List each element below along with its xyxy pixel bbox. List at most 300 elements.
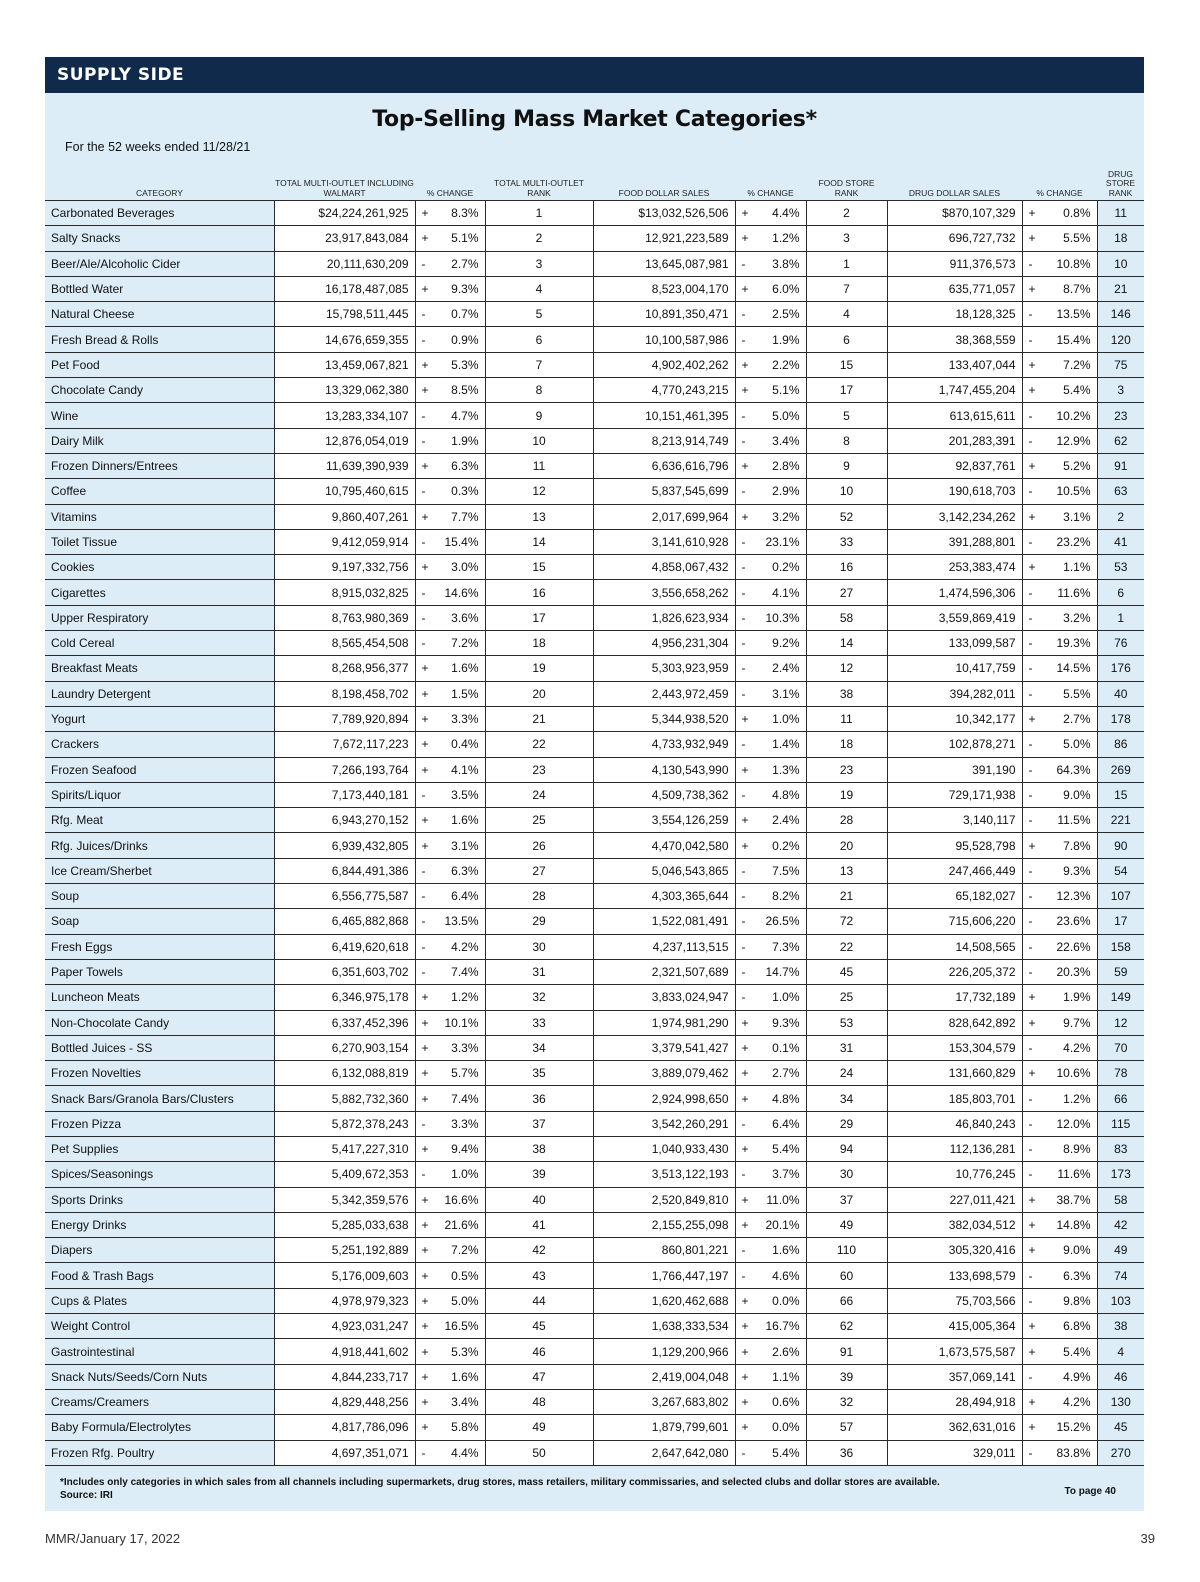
rank-cell: 28	[485, 884, 593, 909]
change-value: 0.2%	[772, 838, 800, 853]
change-cell	[1022, 1364, 1097, 1389]
change-value: 7.4%	[451, 1091, 479, 1106]
table-row	[45, 555, 1144, 580]
rank-cell: 25	[485, 808, 593, 833]
table-row	[45, 276, 1144, 301]
sales-cell: 4,237,113,515	[593, 934, 735, 959]
change-cell	[415, 1415, 485, 1440]
change-cell	[735, 985, 806, 1010]
change-value: 7.4%	[451, 965, 479, 980]
change-value: 6.3%	[451, 459, 479, 474]
change-sign: -	[1028, 813, 1033, 828]
change-value: 9.0%	[1063, 1243, 1091, 1258]
rank-cell: 27	[806, 580, 887, 605]
rank-cell: 6	[806, 327, 887, 352]
sales-cell: 2,647,642,080	[593, 1440, 735, 1465]
sales-cell: 6,939,432,805	[274, 833, 415, 858]
change-value: 19.3%	[1056, 636, 1091, 651]
sales-cell: 1,747,455,204	[887, 378, 1022, 403]
footnote-text: *Includes only categories in which sales from all channels including supermarkets, drug stores, mass retailers, military commissaries, and selected clubs and dollar stores are available.	[60, 1477, 940, 1488]
change-value: 6.3%	[451, 863, 479, 878]
change-sign: +	[421, 1243, 429, 1258]
change-cell	[735, 428, 806, 453]
category-cell: Snack Bars/Granola Bars/Clusters	[45, 1086, 274, 1111]
table-row	[45, 201, 1144, 226]
rank-cell: 4	[485, 276, 593, 301]
rank-cell: 75	[1097, 352, 1144, 377]
sales-cell: 14,676,659,355	[274, 327, 415, 352]
change-value: 23.1%	[765, 535, 800, 549]
change-cell	[415, 580, 485, 605]
change-sign: +	[421, 1066, 429, 1081]
sales-cell: 5,417,227,310	[274, 1136, 415, 1161]
change-value: 8.5%	[451, 383, 479, 398]
table-row	[45, 251, 1144, 276]
change-cell	[1022, 909, 1097, 934]
rank-cell: 12	[485, 479, 593, 504]
footnote	[60, 1476, 940, 1502]
sales-cell: 18,128,325	[887, 302, 1022, 327]
sales-cell: 5,409,672,353	[274, 1162, 415, 1187]
change-sign: -	[421, 863, 426, 878]
change-value: 7.2%	[451, 1243, 479, 1258]
sales-cell: 3,556,658,262	[593, 580, 735, 605]
change-sign: +	[741, 206, 749, 221]
rank-cell: 5	[806, 403, 887, 428]
rank-cell: 149	[1097, 985, 1144, 1010]
change-value: 4.2%	[1063, 1040, 1091, 1055]
sales-cell: 4,858,067,432	[593, 555, 735, 580]
change-cell	[1022, 1187, 1097, 1212]
change-sign: +	[741, 357, 749, 372]
change-cell	[735, 1086, 806, 1111]
change-value: 4.1%	[451, 762, 479, 777]
change-value: 6.4%	[451, 889, 479, 904]
change-cell	[415, 605, 485, 630]
change-cell	[1022, 858, 1097, 883]
change-value: 12.0%	[1056, 1116, 1091, 1131]
category-cell: Breakfast Meats	[45, 656, 274, 681]
rank-cell: 59	[1097, 959, 1144, 984]
rank-cell: 40	[485, 1187, 593, 1212]
change-value: 6.0%	[772, 282, 800, 297]
sales-cell: 1,673,575,587	[887, 1339, 1022, 1364]
sales-cell: 4,130,543,990	[593, 757, 735, 782]
change-sign: +	[1028, 1395, 1036, 1410]
sales-cell: 131,660,829	[887, 1061, 1022, 1086]
change-sign: +	[741, 1369, 749, 1384]
category-cell: Non-Chocolate Candy	[45, 1010, 274, 1035]
sales-cell: $24,224,261,925	[274, 201, 415, 226]
change-sign: +	[421, 560, 429, 575]
change-sign: +	[421, 282, 429, 297]
change-value: 1.2%	[1063, 1091, 1091, 1106]
category-cell: Soup	[45, 884, 274, 909]
rank-cell: 24	[806, 1061, 887, 1086]
rank-cell: 17	[485, 605, 593, 630]
change-value: 9.2%	[772, 636, 800, 651]
sales-cell: 7,173,440,181	[274, 782, 415, 807]
rank-cell: 23	[806, 757, 887, 782]
change-sign: -	[741, 889, 746, 904]
sales-cell: 10,342,177	[887, 706, 1022, 731]
rank-cell: 130	[1097, 1389, 1144, 1414]
change-sign: -	[741, 787, 746, 802]
change-value: 8.3%	[451, 206, 479, 221]
sales-cell: 8,915,032,825	[274, 580, 415, 605]
sales-cell: 715,606,220	[887, 909, 1022, 934]
table-row	[45, 858, 1144, 883]
change-cell	[415, 1263, 485, 1288]
rank-cell: 10	[806, 479, 887, 504]
change-sign: +	[421, 661, 429, 676]
rank-cell: 49	[485, 1415, 593, 1440]
rank-cell: 19	[806, 782, 887, 807]
header-food-rank: FOOD STORE RANK	[818, 178, 875, 198]
rank-cell: 63	[1097, 479, 1144, 504]
change-value: 4.2%	[1063, 1395, 1091, 1410]
sales-cell: 696,727,732	[887, 226, 1022, 251]
sales-cell: 5,303,923,959	[593, 656, 735, 681]
rank-cell: 36	[485, 1086, 593, 1111]
change-sign: +	[421, 1369, 429, 1384]
sales-cell: 1,474,596,306	[887, 580, 1022, 605]
rank-cell: 36	[806, 1440, 887, 1465]
change-sign: -	[421, 787, 426, 802]
rank-cell: 13	[806, 858, 887, 883]
sales-cell: 20,111,630,209	[274, 251, 415, 276]
sales-cell: 4,509,738,362	[593, 782, 735, 807]
change-cell	[1022, 327, 1097, 352]
sales-cell: 247,466,449	[887, 858, 1022, 883]
sales-cell: 133,099,587	[887, 631, 1022, 656]
change-sign: -	[741, 408, 746, 423]
sales-cell: 6,636,616,796	[593, 453, 735, 478]
sales-cell: 2,321,507,689	[593, 959, 735, 984]
change-cell	[1022, 884, 1097, 909]
rank-cell: 15	[806, 352, 887, 377]
change-value: 9.0%	[1063, 787, 1091, 802]
table-row	[45, 1111, 1144, 1136]
sales-cell: 4,303,365,644	[593, 884, 735, 909]
sales-cell: 92,837,761	[887, 453, 1022, 478]
sales-cell: 13,329,062,380	[274, 378, 415, 403]
rank-cell: 29	[806, 1111, 887, 1136]
change-sign: -	[421, 332, 426, 347]
change-value: 5.3%	[451, 357, 479, 372]
change-cell	[415, 959, 485, 984]
rank-cell: 16	[806, 555, 887, 580]
sales-cell: 10,417,759	[887, 656, 1022, 681]
sales-cell: 3,140,117	[887, 808, 1022, 833]
sales-cell: 613,615,611	[887, 403, 1022, 428]
change-cell	[1022, 378, 1097, 403]
rank-cell: 115	[1097, 1111, 1144, 1136]
change-value: 11.0%	[766, 1192, 800, 1207]
change-value: 7.7%	[451, 509, 479, 524]
rank-cell: 3	[1097, 378, 1144, 403]
sales-cell: 9,197,332,756	[274, 555, 415, 580]
sales-cell: 12,876,054,019	[274, 428, 415, 453]
change-cell	[735, 1415, 806, 1440]
category-cell: Crackers	[45, 732, 274, 757]
sales-cell: 860,801,221	[593, 1238, 735, 1263]
sales-cell: 153,304,579	[887, 1035, 1022, 1060]
table-row	[45, 934, 1144, 959]
table-row	[45, 1288, 1144, 1313]
change-value: 1.9%	[772, 332, 800, 347]
change-sign: +	[1028, 1420, 1036, 1435]
sales-cell: 1,620,462,688	[593, 1288, 735, 1313]
change-sign: +	[1028, 1192, 1036, 1207]
change-cell	[1022, 1136, 1097, 1161]
table-row	[45, 1212, 1144, 1237]
change-value: 3.0%	[451, 560, 479, 575]
change-value: 2.9%	[772, 484, 800, 499]
change-sign: -	[1028, 889, 1033, 904]
change-cell	[1022, 833, 1097, 858]
change-value: 2.8%	[772, 459, 800, 474]
change-value: 8.7%	[1063, 282, 1091, 297]
sales-cell: $870,107,329	[887, 201, 1022, 226]
category-cell: Natural Cheese	[45, 302, 274, 327]
category-cell: Cups & Plates	[45, 1288, 274, 1313]
change-sign: -	[1028, 737, 1033, 752]
table-row	[45, 1238, 1144, 1263]
category-cell: Dairy Milk	[45, 428, 274, 453]
change-value: 3.3%	[451, 1116, 479, 1131]
sales-cell: 201,283,391	[887, 428, 1022, 453]
sales-cell: 8,523,004,170	[593, 276, 735, 301]
table-row	[45, 327, 1144, 352]
change-sign: -	[741, 585, 746, 600]
header-multi-sales: TOTAL MULTI-OUTLET INCLUDING WALMART	[275, 178, 414, 198]
change-value: 3.2%	[1063, 610, 1091, 625]
sales-cell: 17,732,189	[887, 985, 1022, 1010]
change-value: 1.6%	[451, 1369, 479, 1384]
change-sign: -	[741, 610, 746, 625]
table-row	[45, 959, 1144, 984]
change-cell	[735, 909, 806, 934]
sales-cell: 6,351,603,702	[274, 959, 415, 984]
change-cell	[735, 251, 806, 276]
sales-cell: 391,190	[887, 757, 1022, 782]
sales-cell: 391,288,801	[887, 529, 1022, 554]
change-value: 4.4%	[772, 206, 800, 221]
table-row	[45, 1415, 1144, 1440]
category-cell: Pet Food	[45, 352, 274, 377]
change-cell	[735, 529, 806, 554]
change-value: 15.2%	[1056, 1420, 1091, 1435]
change-value: 5.2%	[1063, 459, 1091, 474]
sales-cell: 4,923,031,247	[274, 1314, 415, 1339]
sales-cell: 253,383,474	[887, 555, 1022, 580]
page-title: Top-Selling Mass Market Categories*	[372, 107, 817, 132]
change-value: 12.3%	[1056, 889, 1091, 904]
sales-cell: 911,376,573	[887, 251, 1022, 276]
change-sign: -	[1028, 914, 1033, 929]
change-sign: +	[1028, 1015, 1036, 1030]
change-value: 1.1%	[772, 1369, 800, 1384]
category-cell: Snack Nuts/Seeds/Corn Nuts	[45, 1364, 274, 1389]
change-sign: +	[741, 1040, 749, 1055]
change-sign: +	[741, 1015, 749, 1030]
sales-cell: 4,829,448,256	[274, 1389, 415, 1414]
rank-cell: 52	[806, 504, 887, 529]
change-sign: -	[1028, 433, 1033, 448]
rank-cell: 4	[806, 302, 887, 327]
change-sign: +	[1028, 383, 1036, 398]
change-cell	[415, 1212, 485, 1237]
sales-cell: 133,407,044	[887, 352, 1022, 377]
sales-cell: 46,840,243	[887, 1111, 1022, 1136]
rank-cell: 158	[1097, 934, 1144, 959]
table-row	[45, 706, 1144, 731]
change-cell	[1022, 1440, 1097, 1465]
sales-cell: 1,826,623,934	[593, 605, 735, 630]
change-value: 1.2%	[451, 990, 479, 1005]
change-cell	[415, 782, 485, 807]
rank-cell: 27	[485, 858, 593, 883]
table-row	[45, 352, 1144, 377]
sales-cell: 729,171,938	[887, 782, 1022, 807]
sales-cell: 226,205,372	[887, 959, 1022, 984]
change-sign: +	[421, 813, 429, 828]
change-cell	[415, 631, 485, 656]
sales-cell: 10,151,461,395	[593, 403, 735, 428]
sales-cell: 6,943,270,152	[274, 808, 415, 833]
change-sign: +	[741, 1420, 749, 1435]
change-cell	[1022, 453, 1097, 478]
sales-cell: 102,878,271	[887, 732, 1022, 757]
change-sign: -	[1028, 939, 1033, 954]
rank-cell: 39	[806, 1364, 887, 1389]
change-cell	[415, 1136, 485, 1161]
change-cell	[1022, 479, 1097, 504]
change-value: 5.5%	[1063, 686, 1091, 701]
change-cell	[1022, 1111, 1097, 1136]
table-row	[45, 403, 1144, 428]
change-value: 23.2%	[1056, 535, 1091, 549]
rank-cell: 23	[1097, 403, 1144, 428]
sales-cell: 10,776,245	[887, 1162, 1022, 1187]
change-value: 4.9%	[1063, 1369, 1091, 1384]
sales-cell: 3,267,683,802	[593, 1389, 735, 1414]
change-sign: -	[1028, 535, 1033, 549]
rank-cell: 43	[485, 1263, 593, 1288]
rank-cell: 146	[1097, 302, 1144, 327]
sales-cell: 7,789,920,894	[274, 706, 415, 731]
change-value: 5.0%	[451, 1293, 479, 1308]
rank-cell: 40	[1097, 681, 1144, 706]
change-cell	[735, 1364, 806, 1389]
change-cell	[415, 529, 485, 554]
sales-cell: 1,040,933,430	[593, 1136, 735, 1161]
sales-cell: 5,344,938,520	[593, 706, 735, 731]
header-drug-sales: DRUG DOLLAR SALES	[908, 187, 1001, 198]
change-cell	[415, 555, 485, 580]
rank-cell: 7	[806, 276, 887, 301]
change-value: 9.3%	[772, 1015, 800, 1030]
change-sign: +	[421, 1395, 429, 1410]
category-cell: Cigarettes	[45, 580, 274, 605]
change-cell	[1022, 1061, 1097, 1086]
sales-cell: 2,520,849,810	[593, 1187, 735, 1212]
change-cell	[1022, 782, 1097, 807]
change-sign: -	[421, 965, 426, 980]
sales-cell: 4,918,441,602	[274, 1339, 415, 1364]
category-cell: Vitamins	[45, 504, 274, 529]
change-value: 1.4%	[772, 737, 800, 752]
change-sign: +	[421, 1420, 429, 1435]
sales-cell: 1,974,981,290	[593, 1010, 735, 1035]
change-value: 2.5%	[772, 307, 800, 322]
change-sign: -	[421, 636, 426, 651]
sales-cell: 4,697,351,071	[274, 1440, 415, 1465]
change-value: 6.8%	[1063, 1319, 1091, 1334]
change-sign: -	[421, 484, 426, 499]
change-cell	[1022, 1263, 1097, 1288]
change-cell	[735, 555, 806, 580]
change-cell	[735, 706, 806, 731]
category-cell: Coffee	[45, 479, 274, 504]
change-cell	[735, 1288, 806, 1313]
change-sign: +	[421, 1192, 429, 1207]
change-sign: -	[741, 990, 746, 1005]
change-sign: -	[1028, 408, 1033, 423]
header-multi-change: % CHANGE	[426, 187, 474, 198]
change-sign: +	[1028, 990, 1036, 1005]
change-value: 3.3%	[451, 712, 479, 727]
change-sign: +	[421, 1142, 429, 1157]
rank-cell: 41	[1097, 529, 1144, 554]
rank-cell: 19	[485, 656, 593, 681]
change-value: 5.1%	[451, 231, 479, 246]
rank-cell: 13	[485, 504, 593, 529]
change-cell	[1022, 605, 1097, 630]
change-cell	[415, 201, 485, 226]
table-row	[45, 656, 1144, 681]
rank-cell: 72	[806, 909, 887, 934]
rank-cell: 78	[1097, 1061, 1144, 1086]
category-cell: Paper Towels	[45, 959, 274, 984]
sales-cell: 95,528,798	[887, 833, 1022, 858]
sales-cell: 305,320,416	[887, 1238, 1022, 1263]
rank-cell: 34	[806, 1086, 887, 1111]
category-cell: Laundry Detergent	[45, 681, 274, 706]
change-cell	[415, 352, 485, 377]
change-sign: -	[741, 686, 746, 701]
change-value: 7.2%	[451, 636, 479, 651]
table-row	[45, 1061, 1144, 1086]
change-value: 9.8%	[1063, 1293, 1091, 1308]
continued-link[interactable]: To page 40	[1064, 1486, 1116, 1497]
change-cell	[735, 1010, 806, 1035]
rank-cell: 86	[1097, 732, 1144, 757]
change-sign: +	[421, 737, 429, 752]
change-sign: +	[741, 282, 749, 297]
change-sign: +	[421, 686, 429, 701]
change-sign: +	[421, 1218, 429, 1233]
rank-cell: 2	[1097, 504, 1144, 529]
change-value: 4.2%	[451, 939, 479, 954]
sales-cell: 362,631,016	[887, 1415, 1022, 1440]
change-sign: -	[421, 939, 426, 954]
sales-cell: 65,182,027	[887, 884, 1022, 909]
rank-cell: 173	[1097, 1162, 1144, 1187]
change-value: 3.1%	[772, 686, 800, 701]
change-value: 3.5%	[451, 787, 479, 802]
